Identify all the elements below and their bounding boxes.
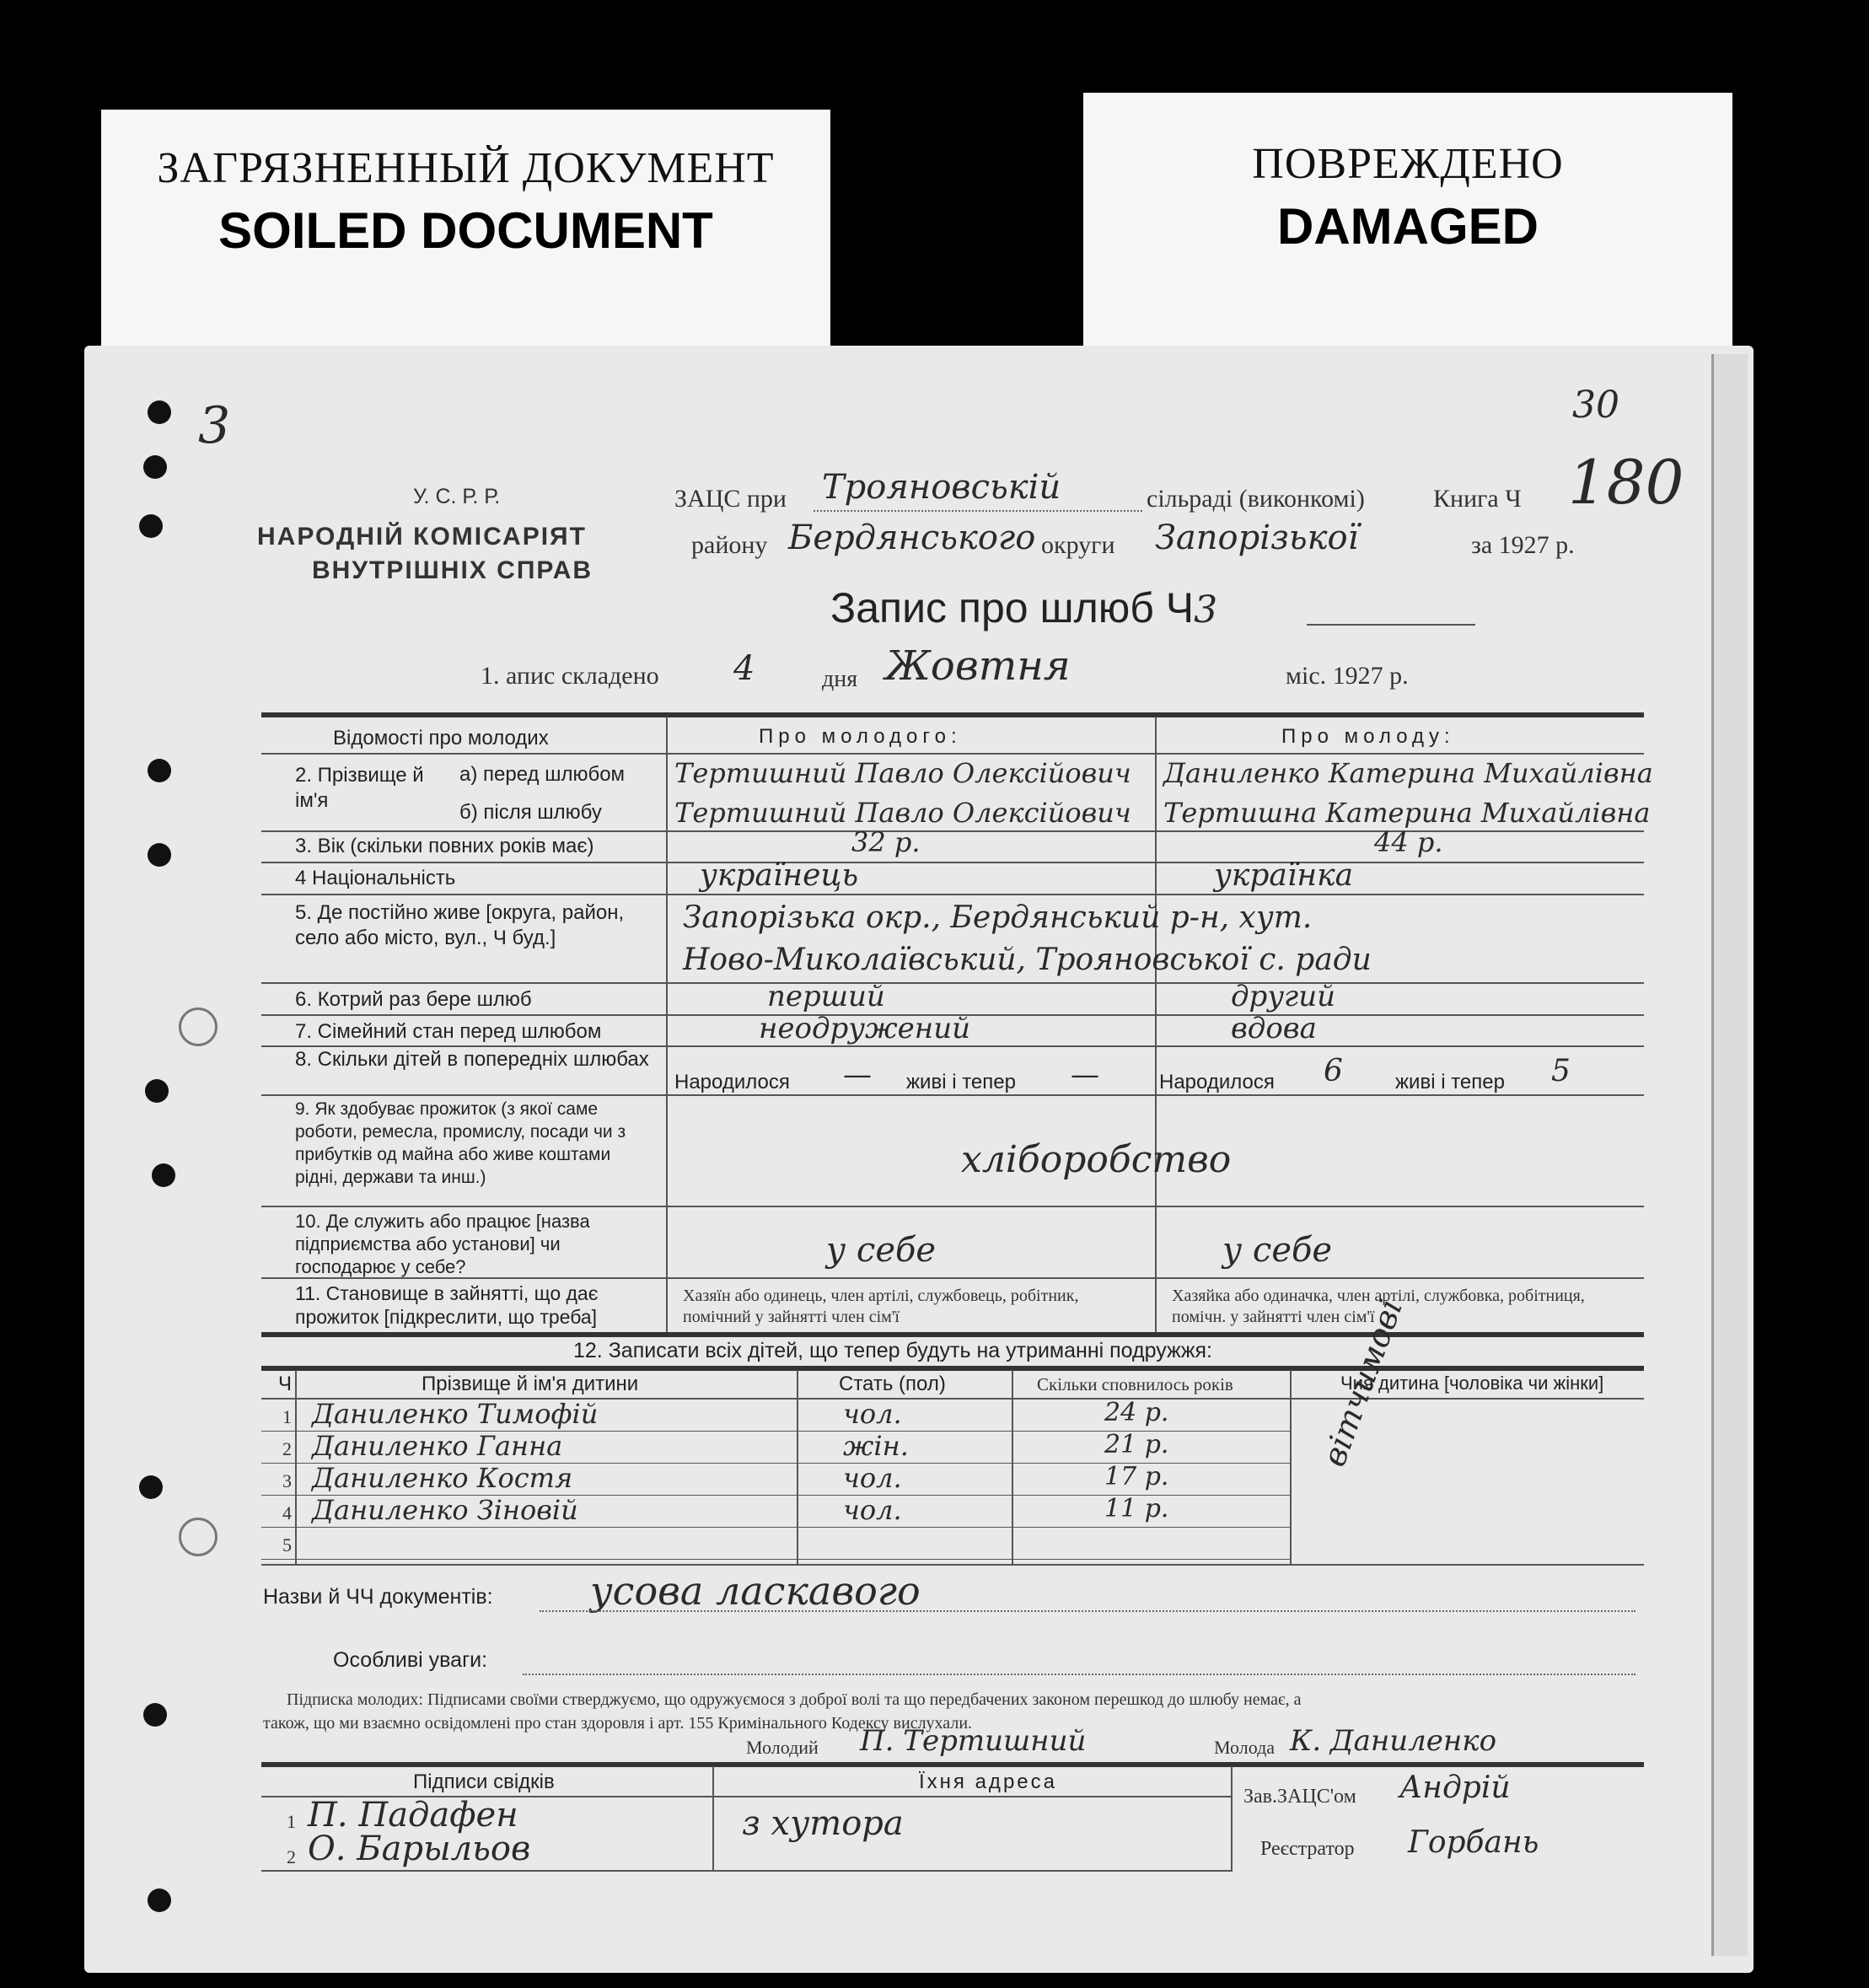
- children-header-name: Прізвище й ім'я дитини: [422, 1373, 639, 1395]
- corner-number: 3: [198, 396, 231, 455]
- head-label: Зав.ЗАЦС'ом: [1243, 1786, 1356, 1808]
- binding-hole: [148, 1889, 171, 1912]
- child-row-line: [261, 1527, 1290, 1528]
- col-info-header: Відомості про молодих: [333, 727, 549, 750]
- children-whose-value: вітчимові: [1315, 1294, 1410, 1472]
- groom-born-label: Народилося: [674, 1071, 790, 1093]
- child-age: 21 р.: [1104, 1430, 1169, 1459]
- binding-hole: [148, 759, 171, 782]
- children-col-divider: [295, 1370, 297, 1564]
- children-table-bottom: [261, 1564, 1644, 1566]
- raion-value: Бердянського: [788, 518, 1036, 557]
- residence-line-2: Ново-Миколаївський, Трояновської с. ради: [683, 943, 1372, 977]
- date-day: 4: [733, 649, 755, 688]
- witness-num-1: 1: [287, 1811, 296, 1832]
- witness-2: О. Барыльов: [308, 1829, 531, 1868]
- row-line: [261, 862, 1644, 863]
- groom-signature: П. Тертишний: [860, 1724, 1087, 1758]
- org-line-1: НАРОДНІЙ КОМІСАРІЯТ: [257, 523, 587, 551]
- surname-label: 2. Прізвище й ім'я: [295, 764, 424, 812]
- binding-hole: [139, 1475, 163, 1499]
- date-day-label: дня: [822, 666, 858, 692]
- children-col-divider: [1290, 1370, 1292, 1564]
- child-name: Даниленко Костя: [312, 1462, 573, 1494]
- notes-label: Особливі уваги:: [333, 1648, 488, 1672]
- children-prev-label: 8. Скільки дітей в попередніх шлюбах: [295, 1048, 649, 1071]
- groom-marriage-number: перший: [767, 980, 885, 1013]
- damaged-label-ru: ПОВРЕЖДЕНО: [1252, 140, 1564, 188]
- damaged-label: [1083, 93, 1732, 346]
- soiled-label-en: SOILED DOCUMENT: [218, 202, 713, 259]
- date-month: Жовтня: [885, 642, 1071, 690]
- okrug-label: округи: [1041, 531, 1115, 559]
- registrar-signature: Горбань: [1408, 1825, 1539, 1860]
- groom-alive-value: —: [1071, 1058, 1099, 1092]
- registrar-label: Реєстратор: [1260, 1838, 1355, 1860]
- notes-line: [523, 1674, 1635, 1675]
- witness-table-bottom: [261, 1870, 1231, 1872]
- col-bride-header: Про молоду:: [1281, 725, 1455, 748]
- binding-hole: [152, 1163, 175, 1187]
- col-groom-header: Про молодого:: [759, 725, 962, 748]
- children-header-sex: Стать (пол): [839, 1373, 946, 1395]
- children-col-divider: [797, 1370, 798, 1564]
- child-number: 2: [282, 1438, 292, 1459]
- bride-nationality: українка: [1214, 858, 1354, 893]
- bride-surname-before: Даниленко Катерина Михайлівна: [1163, 757, 1653, 789]
- witness-label: Підписи свідків: [413, 1770, 555, 1793]
- head-signature: Андрій: [1399, 1770, 1511, 1805]
- groom-age: 32 р.: [851, 826, 921, 858]
- col-divider-1: [666, 717, 668, 1334]
- residence-line-1: Запорізька окр., Бердянський р-н, хут.: [683, 900, 1313, 935]
- bride-born-label: Народилося: [1159, 1071, 1275, 1093]
- docs-label: Назви й ЧЧ документів:: [263, 1585, 493, 1609]
- witness-1: П. Падафен: [308, 1796, 518, 1835]
- soiled-document-label: [101, 110, 830, 354]
- zags-value: Трояновській: [822, 468, 1061, 507]
- docs-line: [540, 1610, 1635, 1612]
- row-line: [261, 1277, 1644, 1279]
- okrug-value: Запорізької: [1155, 518, 1359, 557]
- soiled-label-ru: ЗАГРЯЗНЕННЫЙ ДОКУМЕНТ: [157, 144, 775, 192]
- children-table-top: [261, 1366, 1644, 1371]
- bride-alive-label: живі і тепер: [1395, 1071, 1505, 1093]
- child-number: 5: [282, 1534, 292, 1555]
- table-top-border: [261, 712, 1644, 717]
- child-name: Даниленко Зіновій: [312, 1494, 578, 1526]
- bride-position: Хазяйка або одиначка, член артілі, службовка, робітниця, помічн. у зайнятті член сім'ї: [1172, 1287, 1585, 1326]
- witness-col-divider: [712, 1766, 714, 1872]
- raion-label: району: [691, 531, 768, 559]
- row-line: [261, 753, 1644, 755]
- residence-label: 5. Де постійно живе [округа, район, село або місто, вул., Ч буд.]: [295, 901, 625, 949]
- book-number: 180: [1568, 447, 1684, 518]
- livelihood-label: 9. Як здобуває прожиток (з якої саме роботи, ремесла, промислу, посади чи з прибутків од майна або живе коштами рідні, держави та инш.): [295, 1099, 626, 1187]
- book-label: Книга Ч: [1433, 485, 1522, 513]
- children-header-whose: Чия дитина [чоловіка чи жінки]: [1340, 1373, 1604, 1394]
- bride-signature-label: Молода: [1214, 1737, 1276, 1758]
- date-prefix: 1. апис складено: [481, 662, 659, 690]
- groom-born-value: —: [843, 1058, 872, 1092]
- bride-alive-value: 5: [1551, 1054, 1571, 1088]
- children-col-divider: [1012, 1370, 1013, 1564]
- oath-line-1: Підписка молодих: Підписами своїми стверджуємо, що одружуємося з доброї волі та що передбачених законом перешкод до шлюбу немає, а: [287, 1690, 1302, 1709]
- witness-table-top: [261, 1762, 1644, 1767]
- zags-prefix: ЗАЦС при: [674, 485, 787, 513]
- zags-line: [814, 510, 1142, 512]
- witness-address: з хутора: [742, 1804, 904, 1843]
- col-divider-2: [1155, 717, 1157, 1334]
- oath-line-2: також, що ми взаємно освідомлені про стан здоровля і арт. 155 Кримінального Кодексу вислухали.: [263, 1714, 973, 1733]
- record-title: [830, 583, 1217, 632]
- binding-ring: [179, 1518, 218, 1556]
- witness-num-2: 2: [287, 1846, 296, 1867]
- groom-signature-label: Молодий: [746, 1737, 819, 1758]
- child-name: Даниленко Ганна: [312, 1430, 563, 1462]
- groom-nationality: українець: [700, 858, 859, 893]
- bride-born-value: 6: [1324, 1054, 1343, 1088]
- position-label: 11. Становище в зайнятті, що дає прожиток [підкреслити, що треба]: [295, 1282, 599, 1328]
- children-section-title: 12. Записати всіх дітей, що тепер будуть на утриманні подружжя:: [573, 1339, 1212, 1362]
- child-number: 1: [282, 1406, 292, 1427]
- address-label: Їхня адреса: [919, 1770, 1057, 1793]
- witness-col-divider: [1231, 1766, 1233, 1872]
- child-number: 4: [282, 1502, 292, 1523]
- book-top-number: 30: [1572, 384, 1619, 427]
- surname-after-label: б) після шлюбу: [459, 801, 602, 824]
- groom-workplace: у себе: [826, 1231, 937, 1270]
- bride-age: 44 р.: [1374, 826, 1443, 858]
- age-label: 3. Вік (скільки повних років має): [295, 835, 594, 857]
- workplace-label: 10. Де служить або працює [назва підприємства або установи] чи господарює у себе?: [295, 1211, 590, 1277]
- marriage-number-label: 6. Котрий раз бере шлюб: [295, 988, 532, 1011]
- year-label: за 1927 р.: [1471, 531, 1575, 559]
- row-line: [261, 982, 1644, 984]
- child-number: 3: [282, 1470, 292, 1491]
- record-title-text: Запис про шлюб Ч: [830, 584, 1195, 631]
- binding-ring: [179, 1007, 218, 1046]
- groom-surname-after: Тертишний Павло Олексійович: [674, 797, 1131, 829]
- family-status-label: 7. Сімейний стан перед шлюбом: [295, 1020, 602, 1043]
- child-row-line: [261, 1559, 1290, 1560]
- row-line: [261, 894, 1644, 895]
- org-line-2: ВНУТРІШНІХ СПРАВ: [312, 556, 593, 584]
- row-line: [261, 1045, 1644, 1047]
- child-sex: чол.: [843, 1462, 902, 1494]
- child-sex: жін.: [843, 1430, 909, 1462]
- groom-family-status: неодружений: [759, 1012, 970, 1045]
- binding-hole: [148, 400, 171, 424]
- card-edge: [1711, 354, 1748, 1956]
- groom-surname-before: Тертишний Павло Олексійович: [674, 757, 1131, 789]
- groom-position: Хазяїн або одинець, член артілі, службовець, робітник, помічний у зайнятті член сім'ї: [683, 1287, 1079, 1326]
- bride-signature: К. Даниленко: [1290, 1724, 1497, 1758]
- council-label: сільраді (виконкомі): [1147, 485, 1365, 513]
- binding-hole: [139, 514, 163, 538]
- date-suffix: міс. 1927 р.: [1286, 662, 1409, 690]
- surname-before-label: а) перед шлюбом: [459, 763, 626, 786]
- title-underline: [1307, 624, 1475, 626]
- binding-hole: [143, 1703, 167, 1727]
- binding-hole: [143, 455, 167, 479]
- child-age: 24 р.: [1104, 1398, 1169, 1427]
- binding-hole: [148, 843, 171, 867]
- damaged-label-en: DAMAGED: [1277, 198, 1539, 255]
- row-line: [261, 1206, 1644, 1207]
- bride-workplace: у себе: [1222, 1231, 1333, 1270]
- groom-alive-label: живі і тепер: [906, 1071, 1016, 1093]
- bride-family-status: вдова: [1231, 1012, 1317, 1045]
- child-sex: чол.: [843, 1398, 902, 1430]
- row-line: [261, 1094, 1644, 1096]
- livelihood-value: хліборобство: [961, 1138, 1232, 1181]
- table-bottom-border: [261, 1332, 1644, 1337]
- bride-marriage-number: другий: [1231, 980, 1336, 1013]
- child-name: Даниленко Тимофій: [312, 1398, 599, 1430]
- ussr-label: У. С. Р. Р.: [413, 485, 501, 508]
- record-title-number: 3: [1194, 588, 1218, 631]
- child-sex: чол.: [843, 1494, 902, 1526]
- bride-surname-after: Тертишна Катерина Михайлівна: [1163, 797, 1651, 829]
- children-header-age: Скільки сповнилось років: [1037, 1374, 1233, 1394]
- child-age: 11 р.: [1104, 1494, 1169, 1523]
- nationality-label: 4 Національність: [295, 867, 456, 889]
- binding-hole: [145, 1079, 169, 1103]
- docs-value: усова ласкавого: [590, 1568, 921, 1614]
- child-age: 17 р.: [1104, 1462, 1169, 1491]
- children-header-num: Ч: [278, 1373, 292, 1395]
